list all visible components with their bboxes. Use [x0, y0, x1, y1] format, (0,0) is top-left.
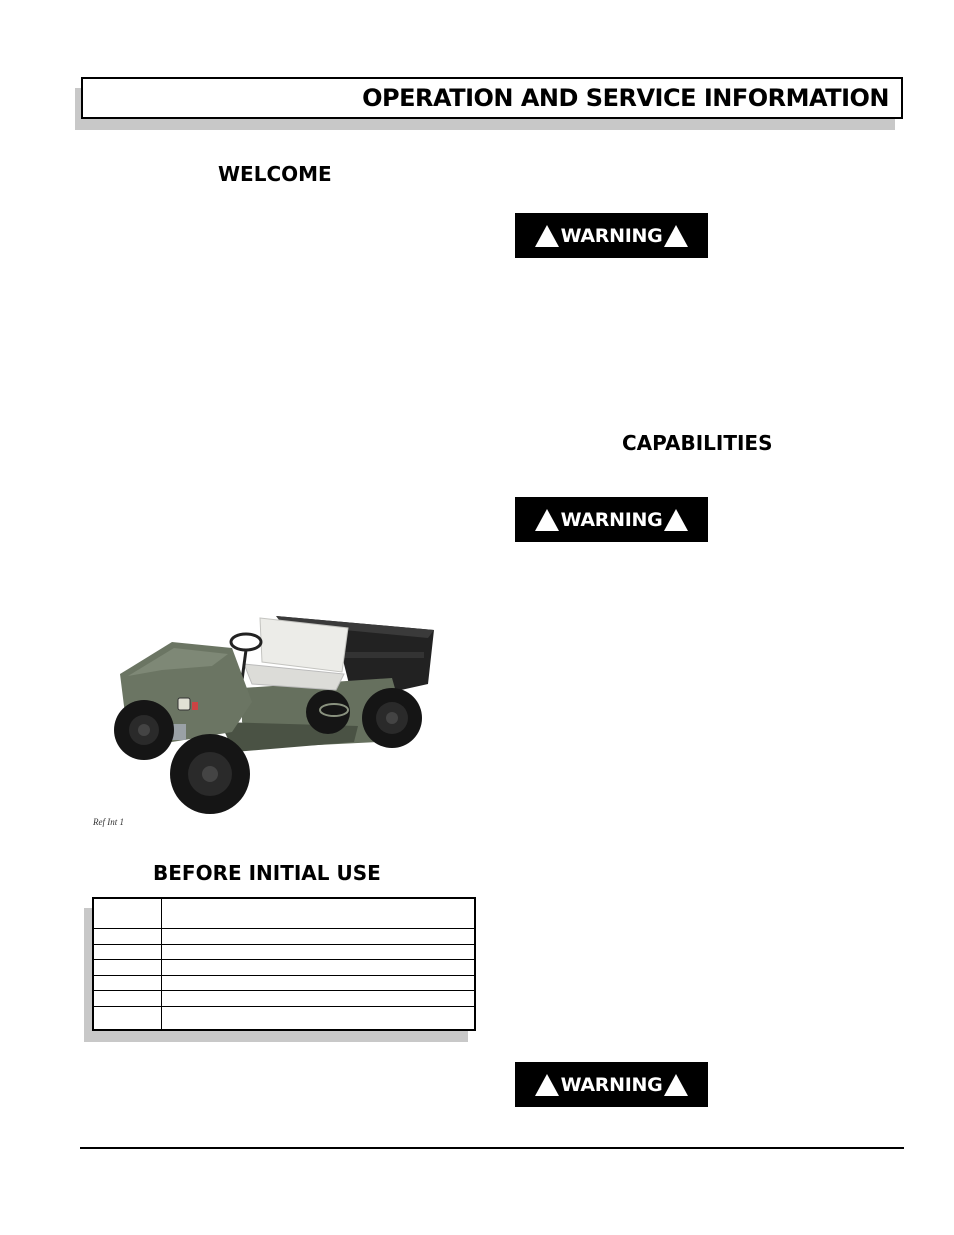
- warning-label-3: [515, 1062, 708, 1107]
- table-cell: [93, 991, 162, 1007]
- before-initial-use-heading: BEFORE INITIAL USE: [153, 861, 381, 885]
- table-row: [93, 991, 475, 1007]
- table-row: [93, 1007, 475, 1030]
- before-use-table: [92, 897, 476, 1031]
- table-row: [93, 975, 475, 991]
- table-row: [93, 944, 475, 960]
- warning-text: WARNING: [560, 224, 663, 247]
- warning-triangle-icon: [664, 225, 688, 247]
- table-cell: [93, 960, 162, 976]
- warning-text: WARNING: [560, 508, 663, 531]
- table-cell: [93, 929, 162, 945]
- table-cell: [93, 944, 162, 960]
- utility-vehicle-icon: [92, 592, 452, 824]
- table-cell: [162, 960, 476, 976]
- warning-triangle-icon: [535, 1074, 559, 1096]
- table-cell: [93, 898, 162, 929]
- table-cell: [162, 1007, 476, 1030]
- table-cell: [162, 944, 476, 960]
- warning-text: WARNING: [560, 1073, 663, 1096]
- capabilities-heading: CAPABILITIES: [622, 431, 773, 455]
- table-row: [93, 929, 475, 945]
- table-cell: [93, 1007, 162, 1030]
- title-banner: [81, 77, 903, 119]
- table-cell: [162, 929, 476, 945]
- warning-triangle-icon: [664, 1074, 688, 1096]
- welcome-heading: WELCOME: [218, 162, 332, 186]
- table-cell: [93, 975, 162, 991]
- table-header-row: [93, 898, 475, 929]
- warning-triangle-icon: [535, 509, 559, 531]
- table-row: [93, 960, 475, 976]
- footer-divider: [80, 1147, 904, 1149]
- table-cell: [162, 898, 476, 929]
- warning-label-2: [515, 497, 708, 542]
- warning-label-1: [515, 213, 708, 258]
- page-title: OPERATION AND SERVICE INFORMATION: [362, 84, 889, 112]
- table-cell: [162, 991, 476, 1007]
- table-cell: [162, 975, 476, 991]
- figure-reference: Ref Int 1: [93, 817, 124, 827]
- warning-triangle-icon: [664, 509, 688, 531]
- warning-triangle-icon: [535, 225, 559, 247]
